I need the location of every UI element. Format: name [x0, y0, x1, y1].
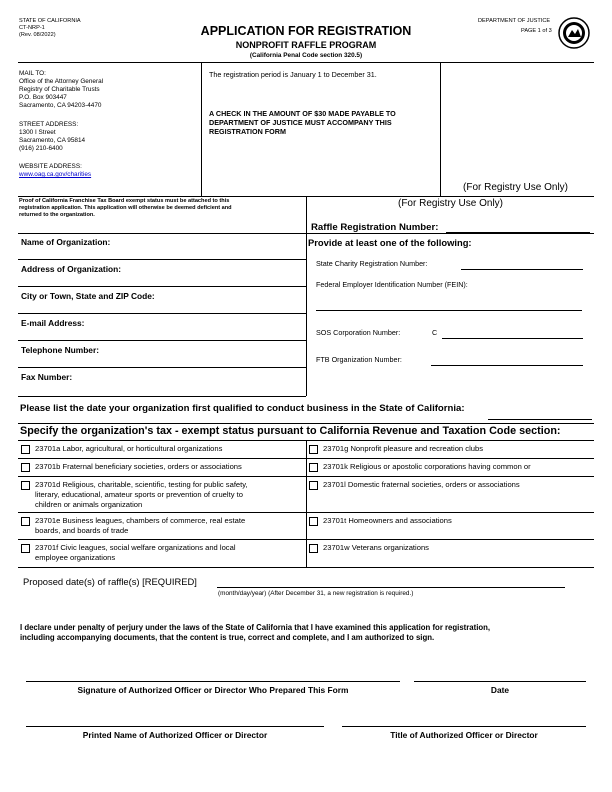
printed-name-label: Printed Name of Authorized Officer or Director: [82, 730, 268, 740]
registration-period: The registration period is January 1 to December 31.: [209, 70, 377, 79]
raffle-date-field[interactable]: [217, 587, 565, 588]
option-23701k: 23701k Religious or apostolic corporations having common or: [323, 462, 531, 471]
checkbox-23701e[interactable]: [21, 517, 30, 526]
checkbox-23701k[interactable]: [309, 463, 318, 472]
registry-use-label: (For Registry Use Only): [397, 198, 503, 209]
tax-status-heading: Specify the organization's tax - exempt status pursuant to California Revenue and Taxation Code section:: [20, 425, 561, 437]
form-title: APPLICATION FOR REGISTRATION: [200, 24, 412, 38]
checkbox-23701f[interactable]: [21, 544, 30, 553]
ftb-note-line-1: Proof of California Franchise Tax Board exempt status must be attached to this: [19, 198, 230, 204]
officer-title-field[interactable]: [342, 726, 586, 727]
sos-prefix: C: [432, 328, 438, 337]
state-seal-icon: [558, 17, 590, 49]
website-link[interactable]: www.oag.ca.gov/charities: [19, 171, 92, 178]
option-23701a: 23701a Labor, agricultural, or horticultural organizations: [35, 444, 223, 453]
checkbox-23701g[interactable]: [309, 445, 318, 454]
identifier-heading: Provide at least one of the following:: [308, 237, 472, 248]
date-qualified-label: Please list the date your organization first qualified to conduct business in the State of California:: [20, 403, 465, 414]
department-label: DEPARTMENT OF JUSTICE: [478, 18, 551, 24]
mail-line-4: Sacramento, CA 94203-4470: [19, 102, 102, 109]
charity-number-field[interactable]: [461, 269, 583, 270]
option-23701d-line-2: literary, educational, amateur sports or prevention of cruelty to: [35, 490, 243, 499]
check-notice-line-1: A CHECK IN THE AMOUNT OF $30 MADE PAYABLE TO: [209, 109, 396, 118]
form-subtitle: NONPROFIT RAFFLE PROGRAM: [235, 40, 377, 50]
checkbox-23701w[interactable]: [309, 544, 318, 553]
printed-name-field[interactable]: [26, 726, 324, 727]
option-23701b: 23701b Fraternal beneficiary societies, orders or associations: [35, 462, 242, 471]
mail-line-3: P.O. Box 903447: [19, 94, 67, 101]
street-line-1: 1300 I Street: [19, 129, 56, 136]
checkbox-23701b[interactable]: [21, 463, 30, 472]
checkbox-23701d[interactable]: [21, 481, 30, 490]
option-23701e-line-1: 23701e Business leagues, chambers of commerce, real estate: [35, 516, 246, 525]
raffle-date-label: Proposed date(s) of raffle(s) [REQUIRED]: [23, 576, 197, 587]
street-line-3: (916) 210-6400: [19, 145, 63, 152]
form-id: CT-NRP-1: [19, 25, 45, 31]
revision: (Rev. 08/2022): [19, 32, 56, 38]
ftb-note-line-3: returned to the organization.: [19, 212, 95, 218]
state-label: STATE OF CALIFORNIA: [19, 18, 81, 24]
mail-line-2: Registry of Charitable Trusts: [19, 86, 100, 93]
date-field[interactable]: [414, 681, 586, 682]
checkbox-23701a[interactable]: [21, 445, 30, 454]
signature-field[interactable]: [26, 681, 400, 682]
telephone-label: Telephone Number:: [21, 345, 100, 355]
website-label: WEBSITE ADDRESS:: [19, 163, 82, 170]
sos-number-label: SOS Corporation Number:: [316, 328, 401, 337]
street-line-2: Sacramento, CA 95814: [19, 137, 86, 144]
page-number: PAGE 1 of 3: [521, 28, 552, 34]
mail-line-1: Office of the Attorney General: [19, 78, 104, 85]
code-reference: (California Penal Code section 320.5): [249, 52, 363, 59]
raffle-date-hint: (month/day/year) (After December 31, a new registration is required.): [218, 590, 414, 597]
charity-number-label: State Charity Registration Number:: [316, 259, 428, 268]
option-23701d-line-1: 23701d Religious, charitable, scientific, testing for public safety,: [35, 480, 248, 489]
ftb-note-line-2: registration application. This application will otherwise be deemed deficient and: [19, 205, 232, 211]
declaration-line-1: I declare under penalty of perjury under the laws of the State of California that I have examined this application for registration,: [20, 623, 491, 632]
fein-field[interactable]: [316, 310, 582, 311]
option-23701g: 23701g Nonprofit pleasure and recreation clubs: [323, 444, 483, 453]
date-label: Date: [490, 685, 510, 695]
street-address-label: STREET ADDRESS:: [19, 121, 79, 128]
checkbox-23701t[interactable]: [309, 517, 318, 526]
mail-to-label: MAIL TO:: [19, 70, 46, 77]
checkbox-23701l[interactable]: [309, 481, 318, 490]
email-label: E-mail Address:: [21, 318, 85, 328]
org-address-label: Address of Organization:: [21, 264, 122, 274]
fax-label: Fax Number:: [21, 372, 73, 382]
org-name-label: Name of Organization:: [21, 237, 111, 247]
ftb-number-label: FTB Organization Number:: [316, 355, 402, 364]
option-23701d-line-3: children or animals organization: [35, 500, 143, 509]
sos-number-field[interactable]: [442, 338, 583, 339]
check-notice-line-3: REGISTRATION FORM: [209, 127, 286, 136]
fein-label: Federal Employer Identification Number (FEIN):: [316, 280, 468, 289]
declaration-line-2: including accompanying documents, that the content is true, correct and complete, and I am authorized to sign.: [20, 633, 435, 642]
option-23701f-line-2: employee organizations: [35, 553, 116, 562]
option-23701f-line-1: 23701f Civic leagues, social welfare organizations and local: [35, 543, 236, 552]
city-state-zip-label: City or Town, State and ZIP Code:: [21, 291, 155, 301]
date-qualified-field[interactable]: [488, 419, 592, 420]
signature-label: Signature of Authorized Officer or Director Who Prepared This Form: [77, 685, 349, 695]
option-23701l: 23701l Domestic fraternal societies, orders or associations: [323, 480, 520, 489]
officer-title-label: Title of Authorized Officer or Director: [390, 730, 538, 740]
registry-use-label-top: (For Registry Use Only): [463, 182, 569, 193]
check-notice-line-2: DEPARTMENT OF JUSTICE MUST ACCOMPANY THIS: [209, 118, 392, 127]
ftb-number-field[interactable]: [431, 365, 583, 366]
option-23701t: 23701t Homeowners and associations: [323, 516, 452, 525]
option-23701w: 23701w Veterans organizations: [323, 543, 429, 552]
option-23701e-line-2: boards, and boards of trade: [35, 526, 129, 535]
raffle-registration-label: Raffle Registration Number:: [311, 222, 439, 233]
